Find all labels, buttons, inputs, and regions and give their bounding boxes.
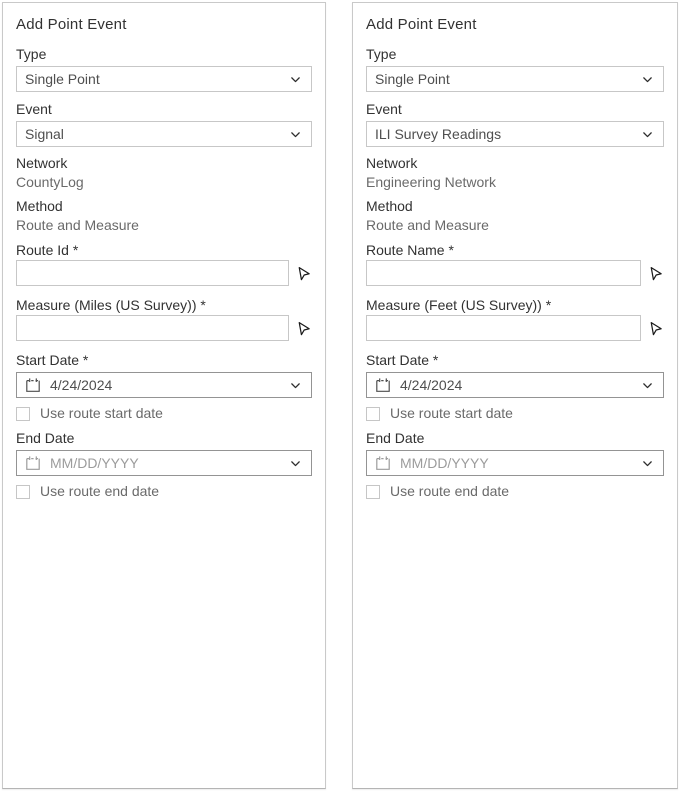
checkbox-box[interactable] (16, 407, 30, 421)
calendar-icon (375, 377, 391, 393)
end-date-picker[interactable] (366, 450, 664, 476)
measure-input[interactable] (16, 315, 289, 341)
use-route-end-date-checkbox[interactable] (16, 482, 312, 501)
method-value: Route and Measure (366, 217, 489, 233)
route-id-label: Route Id * (16, 242, 79, 258)
page-title: Add Point Event (16, 16, 127, 33)
measure-row (366, 315, 664, 341)
event-label: Event (16, 101, 52, 117)
calendar-icon (25, 377, 41, 393)
checkbox-box[interactable] (366, 407, 380, 421)
route-id-input[interactable] (16, 260, 289, 286)
route-name-label: Route Name * (366, 242, 454, 258)
map-pointer-icon[interactable] (289, 265, 312, 282)
start-date-picker[interactable] (366, 372, 664, 398)
type-label: Type (366, 46, 397, 62)
event-select[interactable] (16, 121, 312, 147)
start-date-value: 4/24/2024 (50, 377, 113, 393)
checkbox-label: Use route start date (40, 405, 163, 421)
route-id-row (16, 260, 312, 286)
method-label: Method (366, 198, 413, 214)
end-date-placeholder: MM/DD/YYYY (50, 455, 139, 471)
start-date-value: 4/24/2024 (400, 377, 463, 393)
checkbox-label: Use route start date (390, 405, 513, 421)
chevron-down-icon (289, 457, 302, 470)
checkbox-label: Use route end date (40, 483, 160, 499)
chevron-down-icon (641, 128, 654, 141)
network-value: Engineering Network (366, 174, 496, 190)
checkbox-box[interactable] (16, 485, 30, 499)
end-date-label: End Date (16, 430, 75, 446)
measure-label: Measure (Feet (US Survey)) * (366, 297, 552, 313)
end-date-picker[interactable] (16, 450, 312, 476)
chevron-down-icon (641, 457, 654, 470)
page-title: Add Point Event (366, 16, 477, 33)
type-select-value: Single Point (25, 71, 100, 87)
type-select[interactable] (16, 66, 312, 92)
map-pointer-icon[interactable] (641, 265, 664, 282)
use-route-start-date-checkbox[interactable] (366, 404, 664, 423)
start-date-label: Start Date * (366, 352, 439, 368)
measure-input[interactable] (366, 315, 641, 341)
method-value: Route and Measure (16, 217, 139, 233)
event-select[interactable] (366, 121, 664, 147)
network-label: Network (16, 155, 68, 171)
calendar-icon (25, 455, 41, 471)
end-date-label: End Date (366, 430, 425, 446)
chevron-down-icon (289, 73, 302, 86)
map-pointer-icon[interactable] (641, 320, 664, 337)
type-label: Type (16, 46, 47, 62)
event-select-value: ILI Survey Readings (375, 126, 502, 142)
network-value: CountyLog (16, 174, 84, 190)
chevron-down-icon (641, 73, 654, 86)
add-point-event-panel-right (352, 2, 678, 789)
measure-label: Measure (Miles (US Survey)) * (16, 297, 206, 313)
add-point-event-panel-left (2, 2, 326, 789)
checkbox-label: Use route end date (390, 483, 510, 499)
checkbox-box[interactable] (366, 485, 380, 499)
chevron-down-icon (641, 379, 654, 392)
start-date-picker[interactable] (16, 372, 312, 398)
network-label: Network (366, 155, 418, 171)
method-label: Method (16, 198, 63, 214)
chevron-down-icon (289, 379, 302, 392)
calendar-icon (375, 455, 391, 471)
end-date-placeholder: MM/DD/YYYY (400, 455, 489, 471)
measure-row (16, 315, 312, 341)
route-name-input[interactable] (366, 260, 641, 286)
event-label: Event (366, 101, 402, 117)
use-route-end-date-checkbox[interactable] (366, 482, 664, 501)
use-route-start-date-checkbox[interactable] (16, 404, 312, 423)
map-pointer-icon[interactable] (289, 320, 312, 337)
event-select-value: Signal (25, 126, 64, 142)
type-select[interactable] (366, 66, 664, 92)
route-name-row (366, 260, 664, 286)
start-date-label: Start Date * (16, 352, 89, 368)
chevron-down-icon (289, 128, 302, 141)
type-select-value: Single Point (375, 71, 450, 87)
